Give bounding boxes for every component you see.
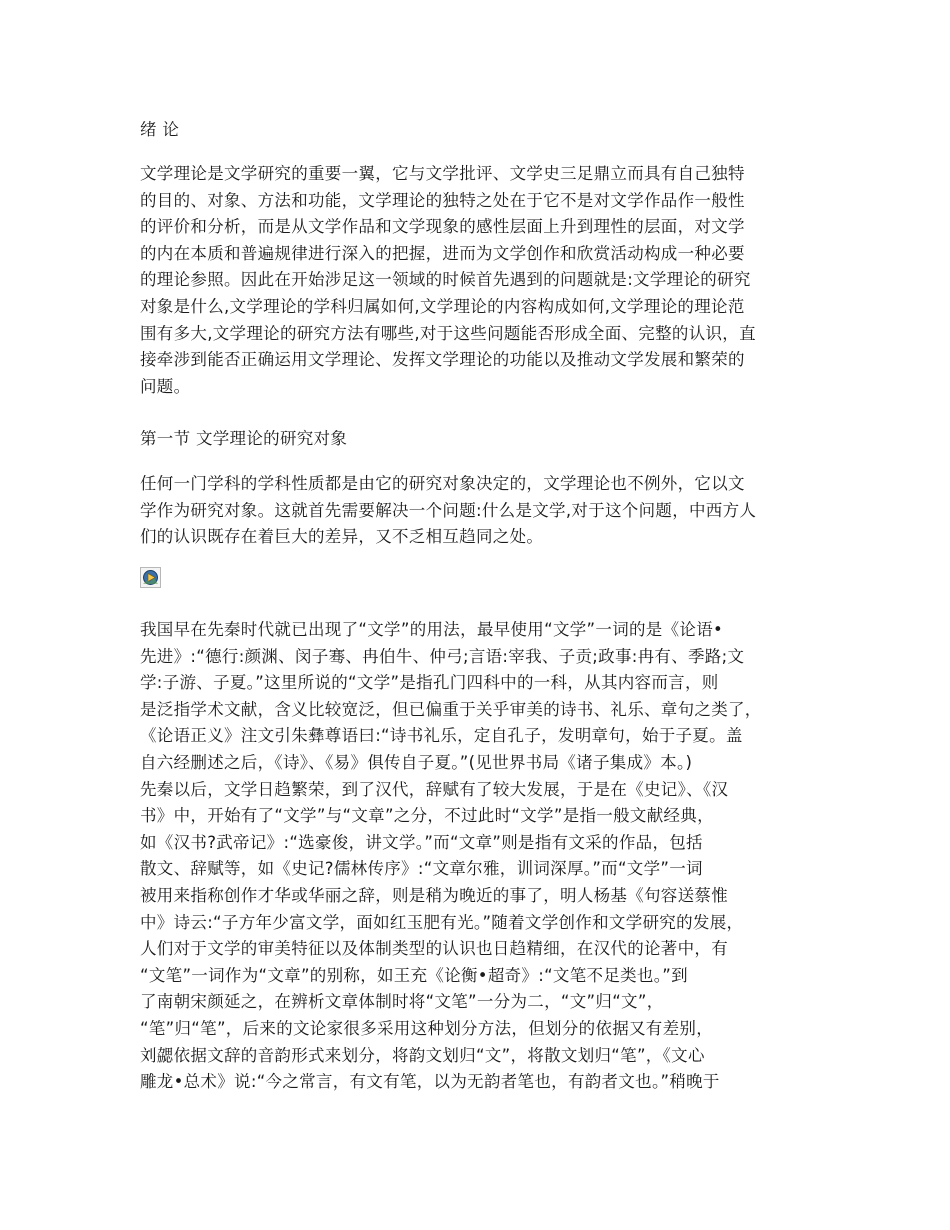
paragraph-line: 散文、辞赋等，如《史记?儒林传序》:“文章尔雅，训词深厚。”而“文学”一词 — [140, 859, 703, 879]
paragraph-line: 是泛指学术文献，含义比较宽泛，但已偏重于关乎审美的诗书、礼乐、章句之类了， — [140, 699, 762, 719]
paragraph-line: 的理论参照。因此在开始涉足这一领域的时候首先遇到的问题就是:文学理论的研究 — [140, 270, 751, 290]
paragraph-line: 的评价和分析，而是从文学作品和文学现象的感性层面上升到理性的层面，对文学 — [140, 217, 745, 237]
paragraph-line: 自六经删述之后，《诗》、《易》俱传自子夏。”(见世界书局《诸子集成》本。) — [140, 752, 693, 772]
paragraph-line: 中》诗云:“子方年少富文学，面如红玉肥有光。”随着文学创作和文学研究的发展， — [140, 912, 744, 932]
paragraph-line: 任何一门学科的学科性质都是由它的研究对象决定的，文学理论也不例外，它以文 — [140, 474, 745, 493]
paragraph-line: 的目的、对象、方法和功能，文学理论的独特之处在于它不是对文学作品作一般性 — [140, 190, 745, 210]
paragraph-line: 雕龙•总术》说:“今之常言，有文有笔，以为无韵者笔也，有韵者文也。”稍晚于 — [140, 1072, 720, 1092]
paragraph-line: 对象是什么,文学理论的学科归属如何,文学理论的内容构成如何,文学理论的理论范 — [140, 296, 745, 316]
paragraph-line: 如《汉书?武帝记》:“选豪俊，讲文学。”而“文章”则是指有文采的作品，包括 — [140, 832, 703, 852]
paragraph-line: “文笔”一词作为“文章”的别称，如王充《论衡•超奇》:“文笔不足类也。”到 — [140, 965, 688, 985]
paragraph-line: 人们对于文学的审美特征以及体制类型的认识也日趋精细，在汉代的论著中，有 — [140, 939, 728, 959]
paragraph-line: 接牵涉到能否正确运用文学理论、发挥文学理论的功能以及推动文学发展和繁荣的 — [140, 350, 745, 370]
paragraph-line: 刘勰依据文辞的音韵形式来划分，将韵文划归“文”，将散文划归“笔”，《文心 — [140, 1045, 705, 1065]
document-title: 绪 论 — [140, 120, 180, 139]
paragraph-line: 被用来指称创作才华或华丽之辞，则是稍为晚近的事了，明人杨基《句容送蔡惟 — [140, 885, 728, 905]
paragraph-line: 了南朝宋颜延之，在辨析文章体制时将“文笔”一分为二，“文”归“文”， — [140, 992, 664, 1012]
paragraph-line: “笔”归“笔”，后来的文论家很多采用这种划分方法，但划分的依据又有差别， — [140, 1018, 713, 1038]
paragraph-line: 的内在本质和普遍规律进行深入的把握，进而为文学创作和欣赏活动构成一种必要 — [140, 243, 745, 263]
paragraph-line: 《论语正义》注文引朱彝尊语曰:“诗书礼乐，定自孔子，发明章句，始于子夏。盖 — [140, 726, 743, 746]
paragraph-line: 文学理论是文学研究的重要一翼，它与文学批评、文学史三足鼎立而具有自己独特 — [140, 164, 745, 183]
paragraph-line: 先进》:“德行:颜渊、闵子骞、冉伯牛、仲弓;言语:宰我、子贡;政事:冉有、季路;文 — [140, 646, 745, 666]
section-title: 第一节 文学理论的研究对象 — [140, 429, 348, 448]
paragraph-line: 围有多大,文学理论的研究方法有哪些,对于这些问题能否形成全面、完整的认识，直 — [140, 323, 756, 343]
body-paragraph — [140, 617, 820, 1096]
paragraph-line: 学:子游、子夏。”这里所说的“文学”是指孔门四科中的一科，从其内容而言，则 — [140, 673, 719, 693]
paragraph-line: 问题。 — [140, 376, 191, 396]
paragraph-line: 学作为研究对象。这就首先需要解决一个问题:什么是文学,对于这个问题，中西方人 — [140, 500, 757, 520]
intro-paragraph — [140, 161, 820, 400]
paragraph-line: 书》中，开始有了“文学”与“文章”之分，不过此时“文学”是指一般文献经典， — [140, 806, 714, 826]
section-intro-paragraph — [140, 471, 820, 551]
paragraph-line: 们的认识既存在着巨大的差异，又不乏相互趋同之处。 — [140, 527, 544, 547]
broken-image-icon — [140, 567, 161, 588]
paragraph-line: 我国早在先秦时代就已出现了“文学”的用法，最早使用“文学”一词的是《论语• — [140, 620, 724, 639]
paragraph-line: 先秦以后，文学日趋繁荣，到了汉代，辞赋有了较大发展，于是在《史记》、《汉 — [140, 779, 729, 799]
